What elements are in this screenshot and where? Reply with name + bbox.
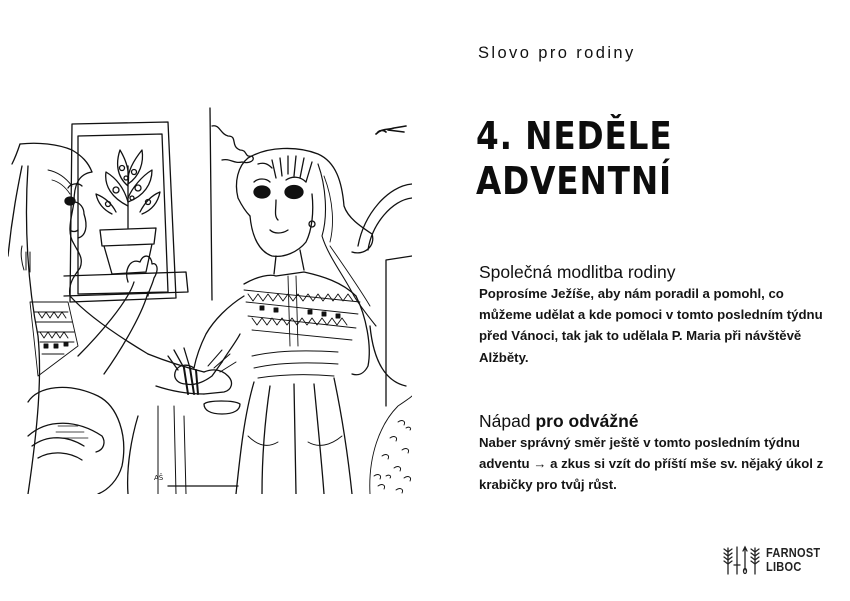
wheat-icon bbox=[751, 548, 759, 574]
artist-signature: AŠ bbox=[154, 474, 164, 482]
elizabeth-figure bbox=[8, 143, 157, 494]
mary-figure bbox=[148, 148, 376, 494]
section-family-prayer bbox=[479, 261, 824, 368]
kicker-label: Slovo pro rodiny bbox=[478, 44, 636, 62]
shrub bbox=[370, 396, 412, 494]
page-title bbox=[476, 114, 673, 204]
section-body: Naber správný směr ještě v tomto posledním týdnu adventu → a zkus si vzít do příští mše sv. nějaký úkol z krabičky pro tvůj růst. bbox=[479, 435, 824, 493]
section-heading-regular: Nápad bbox=[479, 411, 531, 431]
section-heading-bold: pro odvážné bbox=[535, 411, 639, 431]
tree-outline bbox=[212, 126, 253, 163]
window-frame bbox=[64, 122, 188, 302]
arrow-icon bbox=[743, 547, 747, 574]
page-title-line-2: ADVENTNÍ bbox=[476, 159, 673, 203]
bird bbox=[376, 126, 406, 134]
section-heading: Společná modlitba rodiny bbox=[479, 262, 676, 282]
logo-line-2: LIBOC bbox=[766, 560, 802, 574]
logo-mark bbox=[722, 544, 762, 576]
page-title-line-1: 4. NEDĚLE bbox=[476, 114, 673, 158]
section-body: Poprosíme Ježíše, aby nám poradil a pomohl, co můžeme udělat a kde pomoci v tomto posledním týdnu před Vánoci, tak jak to udělala P. Maria při návštěvě Alžběty. bbox=[479, 286, 823, 365]
sword-icon bbox=[734, 547, 740, 574]
potted-plant bbox=[96, 150, 160, 274]
wheat-icon bbox=[724, 548, 732, 574]
arch bbox=[358, 184, 412, 246]
logo-wordmark bbox=[766, 546, 820, 574]
section-idea-for-brave bbox=[479, 410, 824, 496]
logo-line-1: FARNOST bbox=[766, 546, 821, 560]
visitation-illustration bbox=[8, 106, 412, 494]
section-heading bbox=[479, 410, 824, 432]
parish-logo bbox=[722, 544, 828, 576]
